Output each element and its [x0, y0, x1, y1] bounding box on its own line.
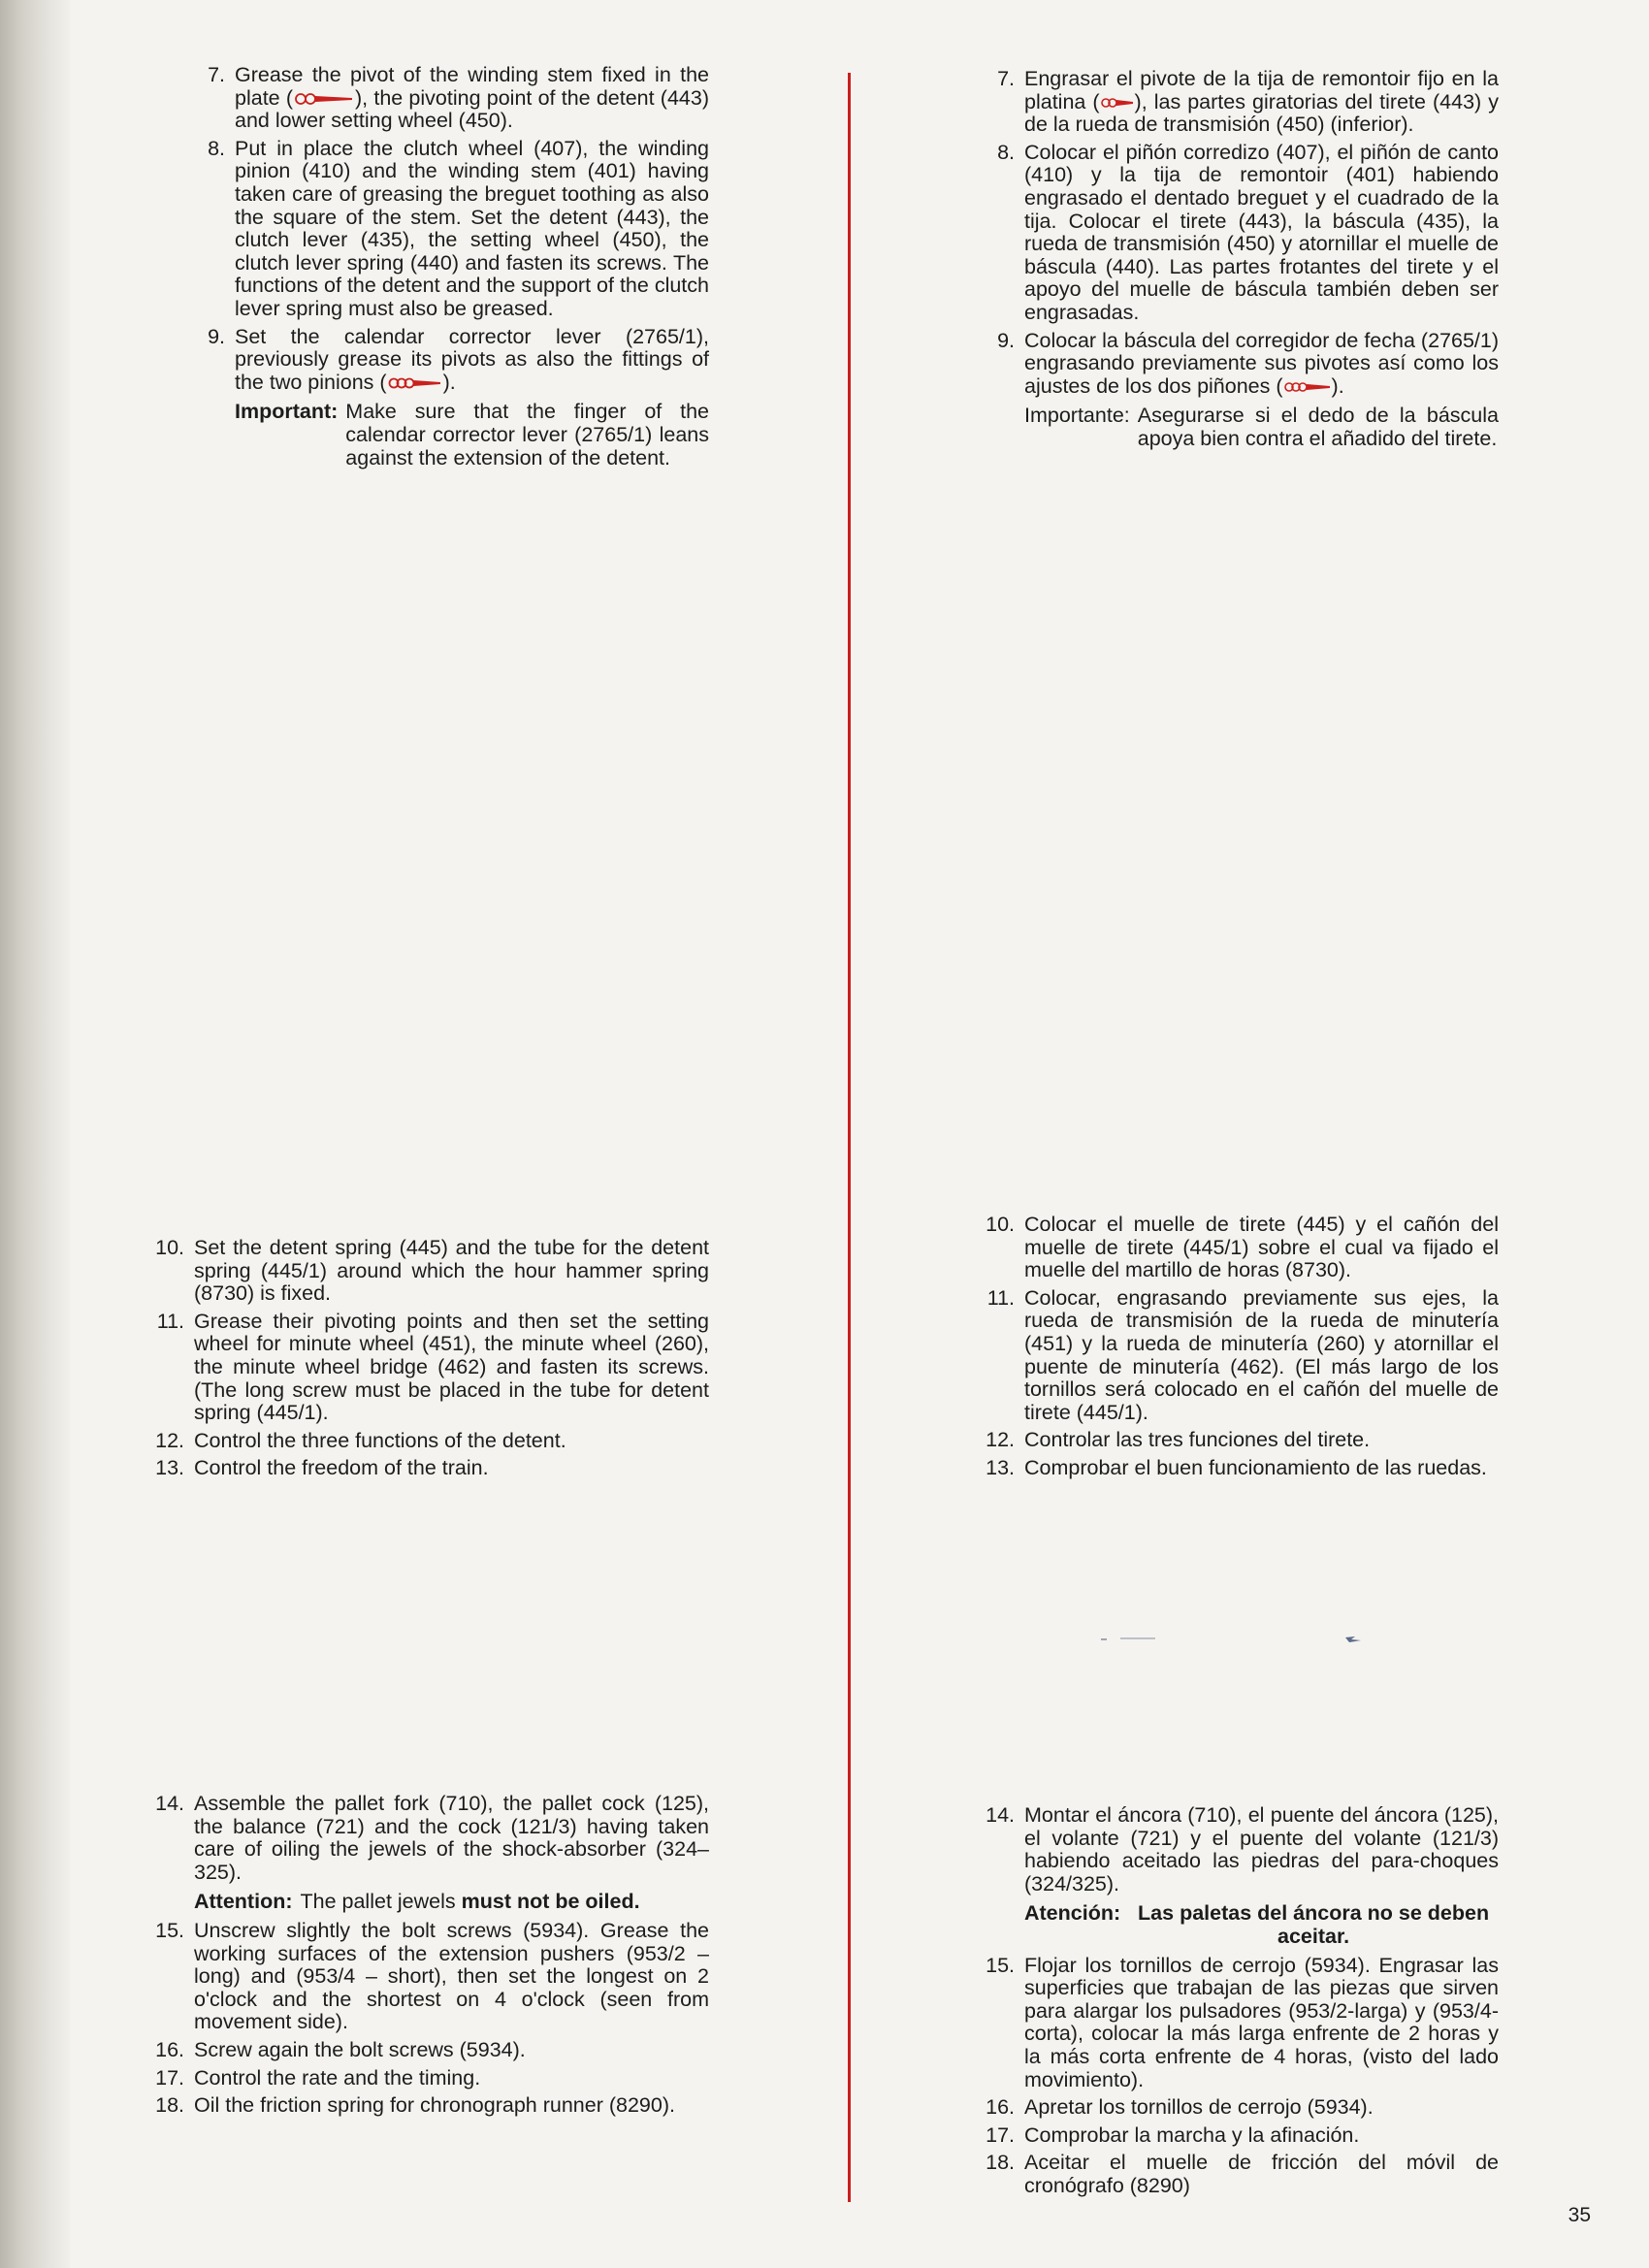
es-step-10: 10. Colocar el muelle de tirete (445) y el cañón del muelle de tirete (445/1) sobre el cual va fijado el muelle del martillo de horas (8730). [986, 1213, 1499, 1282]
en-step-8: 8. Put in place the clutch wheel (407), the winding pinion (410) and the winding stem (401) having taken care of greasing the breguet toothing as also the square of the stem. Set the detent (443), the clutch lever (435), the setting wheel (450), the clutch lever spring (440) and fasten its screws. The functions of the detent and the support of the clutch lever spring must also be greased. [208, 136, 709, 320]
en-step-16: 16. Screw again the bolt screws (5934). [155, 2037, 526, 2061]
es-step-8: 8. Colocar el piñón corredizo (407), el piñón de canto (410) y la tija de remontoir (401) habiendo engrasado el dentado breguet y el cuadrado de la tija. Colocar el tirete (443), la báscula (435), la rueda de transmisión (450) y atornillar el muelle de báscula (440). Las partes frotantes del tirete y el apoyo del muelle de báscula también deben ser engrasadas. [997, 140, 1499, 324]
oil-symbol-icon [294, 92, 354, 106]
en-step-15: 15. Unscrew slightly the bolt screws (5934). Grease the working surfaces of the extension pushers (953/2 – long) and (953/4 – short), then set the longest on 2 o'clock and the shortest on 4 o'clock (seen from movement side). [155, 1918, 709, 2034]
en-important-note: Important: Make sure that the finger of the calendar corrector lever (2765/1) leans against the extension of the detent. [235, 400, 709, 470]
en-step-17: 17. Control the rate and the timing. [155, 2065, 481, 2090]
en-step-9: 9. Set the calendar corrector lever (2765/1), previously grease its pivots as also the fittings of the two pinions ( ). [208, 324, 709, 394]
es-step-9: 9. Colocar la báscula del corregidor de fecha (2765/1) engrasando previamente sus pivotes así como los ajustes de los dos piñones ( ). [997, 328, 1499, 398]
es-step-15: 15. Flojar los tornillos de cerrojo (5934). Engrasar las superficies que trabajan de las piezas que sirven para alargar los pulsadores (953/2-larga) y (953/4-corta), colocar la más larga enfrente de 2 horas y la más corta enfrente de 4 horas, (visto del lado movimiento). [986, 1953, 1499, 2091]
spanish-steps-7-9 [980, 68, 1499, 451]
english-steps-14-18 [149, 1793, 709, 2122]
es-attention-note: Atención: Las paletas del áncora no se deben aceitar. [1024, 1901, 1490, 1948]
es-important-note: Importante: Asegurarse si el dedo de la báscula apoya bien contra el añadido del tirete. [1024, 404, 1499, 450]
spanish-steps-14-18 [980, 1804, 1499, 2203]
print-specks [1101, 1634, 1373, 1645]
book-binding-shadow [0, 0, 70, 2268]
es-step-18: 18. Aceitar el muelle de fricción del móvil de cronógrafo (8290) [986, 2151, 1499, 2197]
en-step-7: 7. Grease the pivot of the winding stem fixed in the plate ( ), the pivoting point of the detent (443) and lower setting wheel (450). [208, 63, 709, 133]
en-step-11: 11. Grease their pivoting points and then set the setting wheel for minute wheel (451), the minute wheel (260), the minute wheel bridge (462) and fasten its screws. (The long screw must be placed in the tube for detent spring (445/1). [156, 1309, 709, 1425]
en-step-10: 10. Set the detent spring (445) and the tube for the detent spring (445/1) around which the hour hammer spring (8730) is fixed. [155, 1236, 709, 1306]
oil-symbol-icon [388, 376, 442, 390]
en-step-14: 14. Assemble the pallet fork (710), the pallet cock (125), the balance (721) and the cock (121/3) having taken care of oiling the jewels of the shock-absorber (324–325). [155, 1792, 709, 1884]
en-step-18: 18. Oil the friction spring for chronograph runner (8290). [155, 2093, 675, 2118]
es-step-7: 7. Engrasar el pivote de la tija de remontoir fijo en la platina ( ), las partes giratorias del tirete (443) y de la rueda de transmisión (450) (inferior). [997, 67, 1499, 137]
en-step-12: 12. Control the three functions of the detent. [155, 1428, 566, 1452]
es-step-11: 11. Colocar, engrasando previamente sus ejes, la rueda de transmisión de la rueda de minutería (451) y la rueda de minutería (260) y atornillar el puente de minutería (462). (El más largo de los tornillos será colocado en el cañón del muelle de tirete (445/1). [986, 1285, 1499, 1424]
english-steps-7-9 [190, 64, 709, 470]
oil-symbol-icon [1284, 381, 1331, 393]
column-divider-rule [848, 73, 851, 2202]
es-step-13: 13. Comprobar el buen funcionamiento de las ruedas. [986, 1455, 1487, 1479]
en-attention-note: Attention: The pallet jewels must not be oiled. [194, 1890, 640, 1914]
es-step-16: 16. Apretar los tornillos de cerrojo (5934). [986, 2095, 1374, 2120]
es-step-12: 12. Controlar las tres funciones del tirete. [986, 1428, 1371, 1452]
es-step-17: 17. Comprobar la marcha y la afinación. [986, 2122, 1360, 2147]
page-number: 35 [1568, 2204, 1591, 2226]
english-steps-10-13 [149, 1237, 709, 1485]
spanish-steps-10-13 [980, 1214, 1499, 1485]
en-step-13: 13. Control the freedom of the train. [155, 1456, 489, 1480]
oil-symbol-icon [1101, 97, 1134, 109]
es-step-14: 14. Montar el áncora (710), el puente del áncora (125), el volante (721) y el puente del volante (121/3) habiendo aceitado las piedras del para-choques (324/325). [986, 1803, 1499, 1895]
